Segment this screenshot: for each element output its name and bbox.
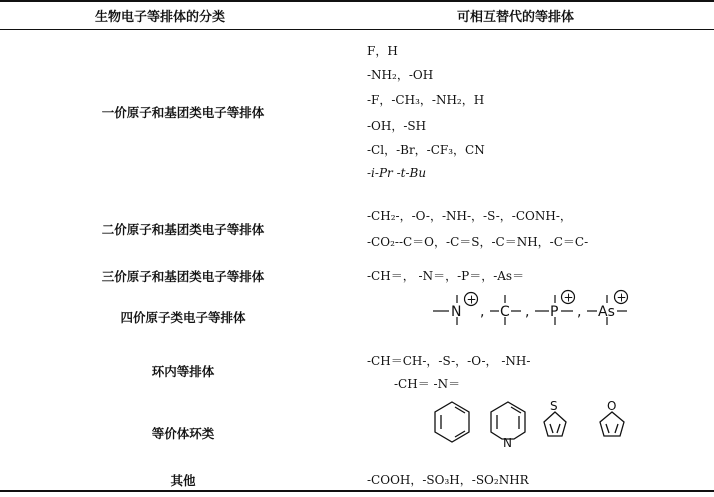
- category-trivalent: 三价原子和基团类电子等排体: [101, 269, 265, 284]
- thiophene-heteroatom: S: [550, 399, 558, 413]
- tetravalent-p-structure: [535, 291, 581, 326]
- equivalent-rings: [430, 396, 640, 456]
- c-atom-label: C: [500, 304, 510, 320]
- furan-heteroatom: O: [607, 399, 617, 413]
- thiophene-ring: [544, 399, 566, 436]
- category-equivalent-rings: 等价体环类: [151, 426, 215, 441]
- as-charge-label: +: [616, 290, 627, 305]
- pyridine-ring: [491, 402, 525, 450]
- furan-ring: [600, 399, 624, 436]
- top-rule: [0, 0, 714, 2]
- isostere-line: -Cl，-Br，-CF₃，CN: [367, 143, 485, 157]
- p-charge-label: +: [563, 290, 574, 305]
- category-divalent: 二价原子和基团类电子等排体: [101, 222, 265, 237]
- as-atom-label: As: [598, 304, 615, 320]
- category-ring-isosteres: 环内等排体: [151, 364, 215, 379]
- svg-text:,: ,: [525, 304, 530, 320]
- isostere-line: -COOH，-SO₃H，-SO₂NHR: [367, 473, 529, 487]
- tetravalent-c-structure: [490, 295, 529, 325]
- isostere-line: -CH＝CH-，-S-，-O-， -NH-: [367, 354, 531, 368]
- isostere-line: -OH，-SH: [367, 119, 427, 133]
- bottom-rule: [0, 490, 714, 492]
- tetravalent-n-structure: [433, 293, 484, 326]
- category-others: 其他: [170, 473, 196, 488]
- pyridine-heteroatom: N: [503, 436, 512, 450]
- benzene-ring: [435, 402, 469, 442]
- category-tetravalent: 四价原子类电子等排体: [120, 310, 246, 325]
- isostere-line: -CO₂--C＝O，-C＝S，-C＝NH，-C＝C-: [367, 235, 589, 249]
- p-atom-label: P: [550, 304, 559, 320]
- isostere-line: -CH₂-，-O-，-NH-，-S-，-CONH-，: [367, 209, 572, 223]
- isostere-line: -CH＝， -N＝，-P＝，-As＝: [367, 269, 525, 283]
- isostere-line: -i-Pr -t-Bu: [367, 166, 427, 180]
- n-atom-label: N: [451, 304, 462, 320]
- tetravalent-as-structure: [587, 291, 628, 326]
- category-monovalent: 一价原子和基团类电子等排体: [101, 105, 265, 120]
- isostere-line: F，H: [367, 44, 398, 58]
- svg-text:,: ,: [577, 304, 582, 320]
- header-classification: 生物电子等排体的分类: [95, 10, 226, 25]
- svg-text:,: ,: [480, 304, 485, 320]
- tetravalent-structures: [425, 287, 714, 329]
- header-rule: [0, 29, 714, 30]
- isostere-line: -CH＝ -N＝: [394, 377, 461, 391]
- n-charge-label: +: [466, 292, 477, 307]
- header-isosteres: 可相互替代的等排体: [457, 10, 575, 25]
- isostere-line: -NH₂，-OH: [367, 68, 434, 82]
- isostere-line: -F，-CH₃，-NH₂，H: [367, 93, 485, 107]
